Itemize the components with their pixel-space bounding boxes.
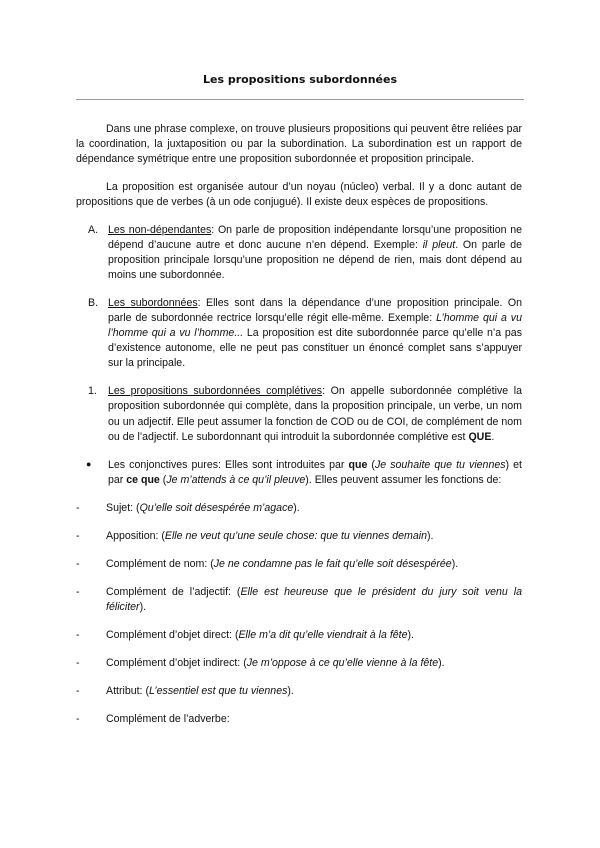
example-text: Je ne condamne pas le fait qu’elle soit désespérée	[213, 557, 452, 570]
function-item-complement-adverbe: - Complément de l’adverbe:	[76, 712, 522, 727]
dash-marker: -	[76, 684, 80, 697]
section-b	[76, 296, 522, 371]
intro-paragraph-2: La proposition est organisée autour d’un noyau (núcleo) verbal. Il y a donc autant de propositions que de verbes (à un ode conjugué). Il existe deux espèces de propositions.	[76, 181, 522, 209]
document-body	[76, 122, 522, 727]
dash-marker: -	[76, 712, 80, 725]
function-item-sujet: - Sujet: (Qu’elle soit désespérée m’agace).	[76, 501, 522, 516]
keyword: que	[348, 458, 368, 471]
function-item-complement-adjectif: - Complément de l’adjectif: (Elle est heureuse que le président du jury soit venu la féliciter).	[76, 585, 522, 615]
example-text: L’homme qui a vu l’homme qui a vu l’homme...	[108, 312, 522, 340]
dash-marker: -	[76, 628, 80, 641]
example-text: Qu’elle soit désespérée m’agace	[139, 501, 294, 514]
section-1	[76, 384, 522, 444]
keyword: QUE	[468, 430, 492, 443]
list-marker: A.	[88, 224, 99, 237]
section-1-heading: Les propositions subordonnées complétives	[108, 385, 323, 398]
example-text: Je m’attends à ce qu’il pleuve	[166, 473, 306, 486]
dash-marker: -	[76, 529, 80, 542]
keyword: ce que	[126, 473, 160, 486]
example-text: Elle est heureuse que le président du jury soit venu la féliciter	[106, 585, 522, 613]
function-item-cod: - Complément d’objet direct: (Elle m’a dit qu’elle viendrait à la fête).	[76, 628, 522, 643]
example-text: Elle m’a dit qu’elle viendrait à la fête	[238, 628, 408, 641]
example-text: il pleut	[422, 239, 456, 252]
example-text: Je m’oppose à ce qu’elle vienne à la fête	[246, 656, 439, 669]
section-b-text: Les subordonnées: Elles sont dans la dépendance d’une proposition principale. On parle de subordonnée rectrice lorsqu’elle régit elle-même. Exemple: L’homme qui a vu l’homme qui a vu l’homme... La proposition est dite subordonnée parce qu’elle n’a pas d’existence autonome, elle ne peut pas constituer un énoncé complet sans s’appuyer sur la principale.	[108, 297, 523, 370]
function-item-complement-nom: - Complément de nom: (Je ne condamne pas le fait qu’elle soit désespérée).	[76, 557, 522, 572]
intro-paragraph-1: Dans une phrase complexe, on trouve plusieurs propositions qui peuvent être reliées par la coordination, la juxtaposition ou par la subordination. La subordination est un rapport de dépendance symétrique entre une proposition subordonnée et proposition principale.	[76, 123, 522, 166]
section-a	[76, 223, 522, 283]
function-item-coi: - Complément d’objet indirect: (Je m’oppose à ce qu’elle vienne à la fête).	[76, 656, 522, 671]
section-1-text: Les propositions subordonnées complétives: On appelle subordonnée complétive la proposition subordonnée qui complète, dans la proposition principale, un verbe, un nom ou un adjectif. Elle peut assumer la fonction de COD ou de COI, de complément de nom ou de l’adjectif. Le subordonnant qui introduit la subordonnée complétive est QUE.	[108, 385, 522, 443]
dash-marker: -	[76, 557, 80, 570]
section-a-heading: Les non-dépendantes	[108, 224, 212, 237]
list-marker: B.	[88, 297, 99, 310]
function-item-attribut: - Attribut: (L’essentiel est que tu viennes).	[76, 684, 522, 699]
example-text: Je souhaite que tu viennes	[374, 458, 506, 471]
bullet-conjonctives	[76, 458, 522, 488]
function-item-apposition: - Apposition: (Elle ne veut qu’une seule chose: que tu viennes demain).	[76, 529, 522, 544]
example-text: Elle ne veut qu’une seule chose: que tu viennes demain	[164, 529, 427, 542]
dash-marker: -	[76, 656, 80, 669]
bullet-icon: ●	[86, 458, 92, 469]
list-marker: 1.	[88, 385, 97, 398]
section-a-text: Les non-dépendantes: On parle de proposition indépendante lorsqu’une proposition ne dépend d’aucune autre et donc aucune n’en dépend. Exemple: il pleut. On parle de proposition principale lorsqu’une proposition ne dépend de rien, mais dont dépend au moins une subordonnée.	[108, 224, 522, 282]
dash-marker: -	[76, 501, 80, 514]
section-b-heading: Les subordonnées	[108, 297, 198, 310]
title-divider	[76, 99, 524, 100]
dash-marker: -	[76, 585, 80, 598]
example-text: L’essentiel est que tu viennes	[148, 684, 288, 697]
page-title: Les propositions subordonnées	[202, 73, 398, 86]
bullet-text: Les conjonctives pures: Elles sont introduites par que (Je souhaite que tu viennes) et par ce que (Je m’attends à ce qu’il pleuve). Elles peuvent assumer les fonctions de:	[108, 458, 522, 486]
